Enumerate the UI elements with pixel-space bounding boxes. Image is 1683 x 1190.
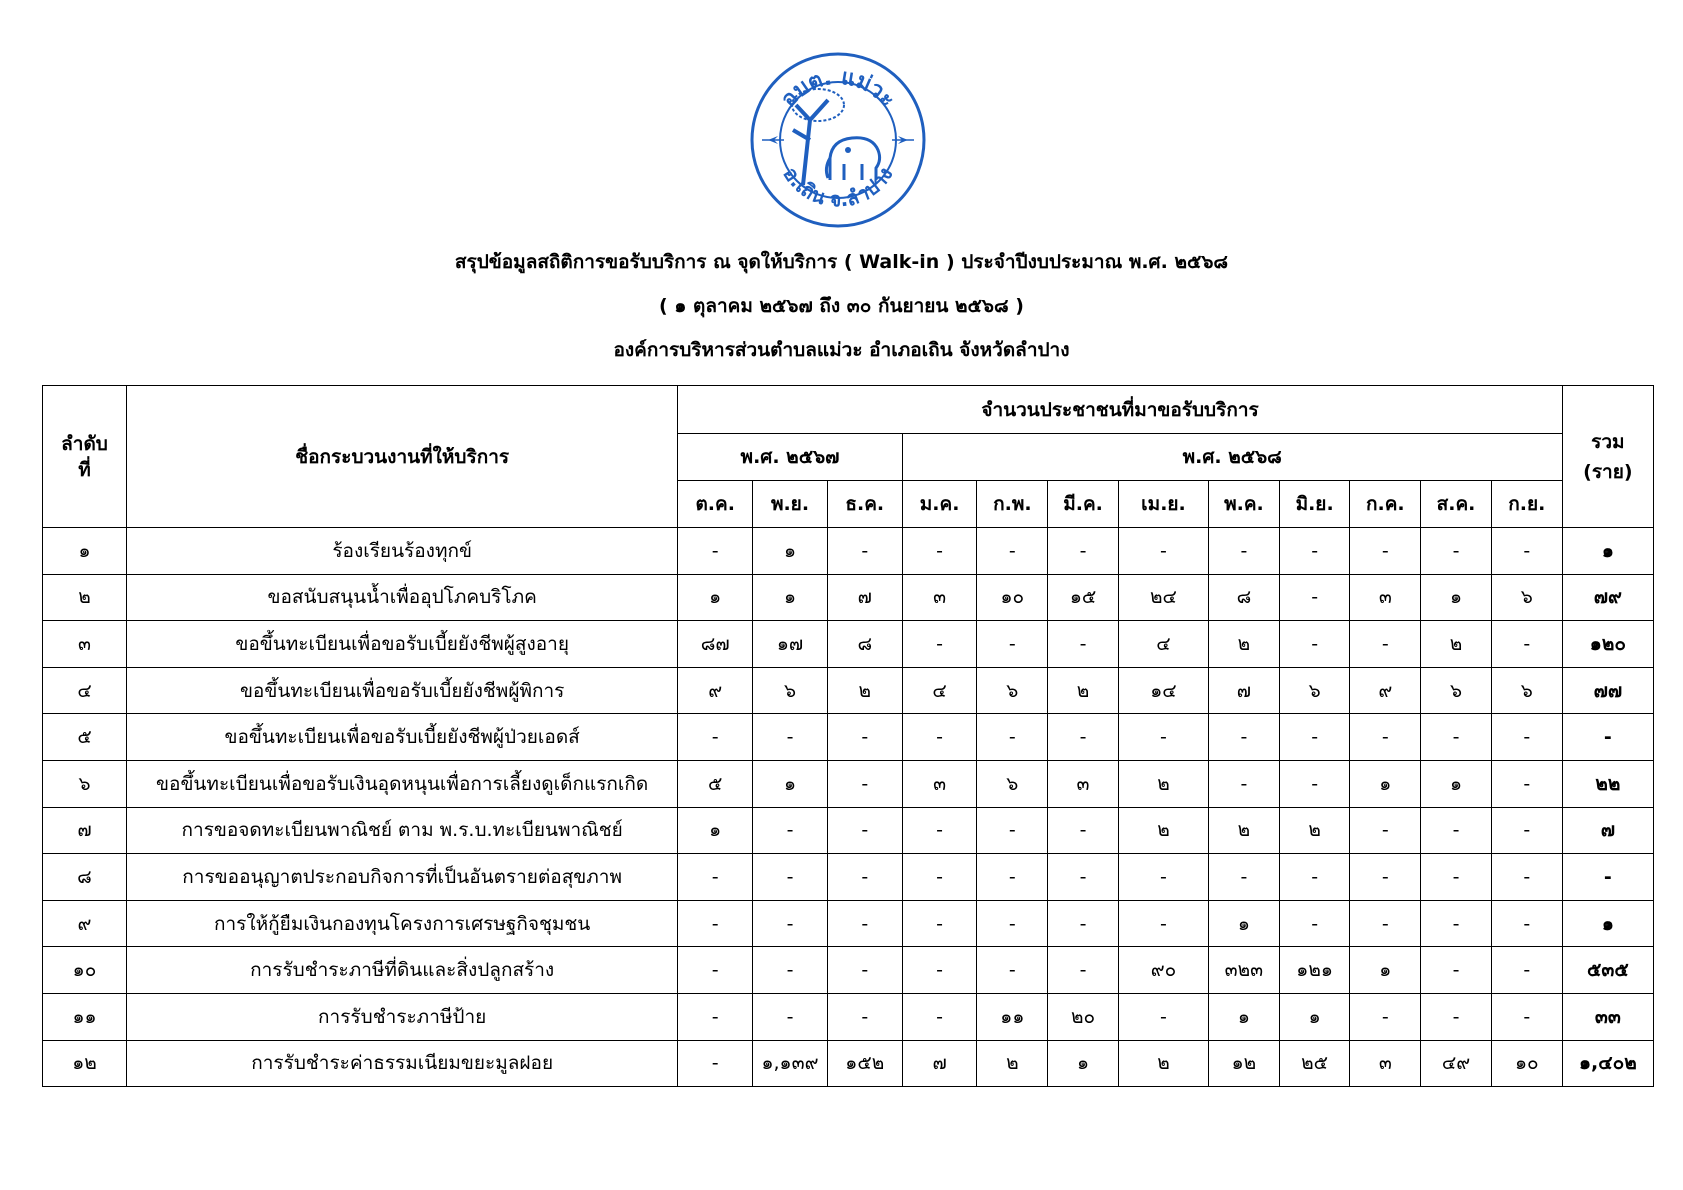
month-count: -	[1279, 760, 1350, 807]
row-total: -	[1562, 854, 1653, 901]
process-name: ขอสนับสนุนน้ำเพื่ออุปโภคบริโภค	[127, 574, 678, 621]
month-count: ๒	[977, 1040, 1048, 1087]
month-count: ๑	[1350, 760, 1421, 807]
month-count: -	[1279, 714, 1350, 761]
month-count: -	[977, 900, 1048, 947]
header-month: พ.ย.	[753, 481, 828, 528]
month-count: -	[902, 807, 977, 854]
month-count: -	[753, 993, 828, 1040]
process-name: ขอขึ้นทะเบียนเพื่อขอรับเบี้ยยังชีพผู้ป่วยเอดส์	[127, 714, 678, 761]
month-count: ๒	[1279, 807, 1350, 854]
month-count: -	[678, 900, 753, 947]
process-name: การขออนุญาตประกอบกิจการที่เป็นอันตรายต่อสุขภาพ	[127, 854, 678, 901]
month-count: ๒	[1118, 760, 1208, 807]
month-count: -	[827, 993, 902, 1040]
row-number: ๑	[43, 528, 127, 575]
month-count: -	[1209, 760, 1280, 807]
month-count: -	[1421, 993, 1492, 1040]
month-count: -	[1421, 900, 1492, 947]
month-count: ๑	[1350, 947, 1421, 994]
month-count: ๔๙	[1421, 1040, 1492, 1087]
month-count: -	[1350, 528, 1421, 575]
month-count: -	[827, 528, 902, 575]
month-count: ๑	[1279, 993, 1350, 1040]
month-count: -	[902, 993, 977, 1040]
row-number: ๑๐	[43, 947, 127, 994]
month-count: -	[678, 1040, 753, 1087]
row-number: ๕	[43, 714, 127, 761]
header-month: ธ.ค.	[827, 481, 902, 528]
month-count: -	[1491, 714, 1562, 761]
month-count: ๗	[827, 574, 902, 621]
header-total: รวม (ราย)	[1562, 386, 1653, 528]
table-row	[43, 667, 1654, 714]
header-group: จำนวนประชาชนที่มาขอรับบริการ	[678, 386, 1562, 434]
month-count: -	[1491, 760, 1562, 807]
month-count: ๔	[1118, 621, 1208, 668]
month-count: -	[753, 854, 828, 901]
month-count: -	[678, 854, 753, 901]
month-count: ๑,๑๓๙	[753, 1040, 828, 1087]
row-number: ๘	[43, 854, 127, 901]
table-row	[43, 760, 1654, 807]
month-count: -	[678, 528, 753, 575]
month-count: -	[1048, 714, 1119, 761]
month-count: ๓๒๓	[1209, 947, 1280, 994]
header-month: มี.ค.	[1048, 481, 1119, 528]
month-count: ๑๑	[977, 993, 1048, 1040]
row-total: ๗๙	[1562, 574, 1653, 621]
process-name: การรับชำระค่าธรรมเนียมขยะมูลฝอย	[127, 1040, 678, 1087]
month-count: ๑	[1209, 993, 1280, 1040]
month-count: ๖	[1421, 667, 1492, 714]
month-count: ๑	[753, 760, 828, 807]
month-count: ๑	[753, 528, 828, 575]
month-count: -	[1118, 854, 1208, 901]
header-year-2568: พ.ศ. ๒๕๖๘	[902, 434, 1562, 481]
month-count: -	[1350, 714, 1421, 761]
month-count: ๖	[1491, 574, 1562, 621]
month-count: ๑๕	[1048, 574, 1119, 621]
month-count: -	[902, 900, 977, 947]
table-row	[43, 993, 1654, 1040]
month-count: ๑	[1421, 574, 1492, 621]
header-month: ก.พ.	[977, 481, 1048, 528]
month-count: ๑	[1421, 760, 1492, 807]
month-count: -	[753, 807, 828, 854]
month-count: ๑	[753, 574, 828, 621]
month-count: -	[1350, 993, 1421, 1040]
month-count: -	[902, 621, 977, 668]
month-count: ๓	[1350, 574, 1421, 621]
month-count: ๒	[1118, 807, 1208, 854]
month-count: ๑	[1048, 1040, 1119, 1087]
month-count: ๗	[902, 1040, 977, 1087]
month-count: -	[1421, 528, 1492, 575]
month-count: ๑๒	[1209, 1040, 1280, 1087]
row-number: ๑๑	[43, 993, 127, 1040]
month-count: ๒	[1209, 807, 1280, 854]
month-count: -	[678, 993, 753, 1040]
month-count: ๙	[1350, 667, 1421, 714]
month-count: ๖	[1279, 667, 1350, 714]
title-line-2: ( ๑ ตุลาคม ๒๕๖๗ ถึง ๓๐ กันยายน ๒๕๖๘ )	[659, 295, 1024, 317]
organization-seal	[748, 50, 928, 230]
month-count: ๒๕	[1279, 1040, 1350, 1087]
row-number: ๗	[43, 807, 127, 854]
month-count: -	[1118, 900, 1208, 947]
month-count: ๘๗	[678, 621, 753, 668]
month-count: -	[1421, 854, 1492, 901]
service-statistics-table	[42, 385, 1654, 1087]
month-count: ๑	[1209, 900, 1280, 947]
table-row	[43, 900, 1654, 947]
header-month: เม.ย.	[1118, 481, 1208, 528]
month-count: -	[1421, 714, 1492, 761]
month-count: -	[1048, 947, 1119, 994]
month-count: -	[1118, 714, 1208, 761]
month-count: -	[1350, 900, 1421, 947]
seal-top-text: อบต. แม่วะ	[776, 64, 900, 113]
month-count: -	[977, 854, 1048, 901]
month-count: ๑๒๑	[1279, 947, 1350, 994]
month-count: ๑๐	[977, 574, 1048, 621]
header-month: ก.ค.	[1350, 481, 1421, 528]
month-count: -	[1491, 900, 1562, 947]
row-total: ๒๒	[1562, 760, 1653, 807]
month-count: ๖	[977, 667, 1048, 714]
month-count: -	[1048, 528, 1119, 575]
process-name: ขอขึ้นทะเบียนเพื่อขอรับเบี้ยยังชีพผู้พิการ	[127, 667, 678, 714]
row-total: ๑,๔๐๒	[1562, 1040, 1653, 1087]
row-number: ๒	[43, 574, 127, 621]
month-count: -	[977, 621, 1048, 668]
month-count: ๑๐	[1491, 1040, 1562, 1087]
month-count: ๘	[1209, 574, 1280, 621]
month-count: ๙	[678, 667, 753, 714]
month-count: -	[1421, 807, 1492, 854]
header-month: ต.ค.	[678, 481, 753, 528]
header-year-2567: พ.ศ. ๒๕๖๗	[678, 434, 902, 481]
month-count: -	[902, 947, 977, 994]
process-name: ขอขึ้นทะเบียนเพื่อขอรับเงินอุดหนุนเพื่อการเลี้ยงดูเด็กแรกเกิด	[127, 760, 678, 807]
month-count: ๒	[1421, 621, 1492, 668]
table-row	[43, 807, 1654, 854]
month-count: -	[753, 714, 828, 761]
header-process-name: ชื่อกระบวนงานที่ให้บริการ	[127, 386, 678, 528]
title-line-3: องค์การบริหารส่วนตำบลแม่วะ อำเภอเถิน จังหวัดลำปาง	[613, 339, 1070, 361]
month-count: ๑๔	[1118, 667, 1208, 714]
month-count: -	[1491, 993, 1562, 1040]
month-count: -	[1279, 574, 1350, 621]
month-count: -	[1048, 807, 1119, 854]
month-count: -	[827, 714, 902, 761]
svg-text:อ.เถิน จ.ลำปาง	[778, 163, 897, 212]
month-count: ๒๔	[1118, 574, 1208, 621]
month-count: -	[1279, 854, 1350, 901]
month-count: ๘	[827, 621, 902, 668]
title-line-1: สรุปข้อมูลสถิติการขอรับบริการ ณ จุดให้บริการ ( Walk-in ) ประจำปีงบประมาณ พ.ศ. ๒๕๖๘	[454, 251, 1229, 273]
month-count: -	[1048, 900, 1119, 947]
month-count: ๖	[753, 667, 828, 714]
month-count: -	[1350, 621, 1421, 668]
month-count: -	[977, 947, 1048, 994]
month-count: ๓	[1048, 760, 1119, 807]
month-count: -	[1118, 993, 1208, 1040]
month-count: ๑	[678, 574, 753, 621]
month-count: -	[678, 714, 753, 761]
header-month: ส.ค.	[1421, 481, 1492, 528]
month-count: -	[1421, 947, 1492, 994]
row-number: ๓	[43, 621, 127, 668]
month-count: ๑๗	[753, 621, 828, 668]
month-count: -	[1279, 900, 1350, 947]
row-number: ๔	[43, 667, 127, 714]
process-name: การขอจดทะเบียนพาณิชย์ ตาม พ.ร.บ.ทะเบียนพาณิชย์	[127, 807, 678, 854]
month-count: ๒๐	[1048, 993, 1119, 1040]
month-count: -	[827, 900, 902, 947]
header-month: ก.ย.	[1491, 481, 1562, 528]
row-total: ๑๒๐	[1562, 621, 1653, 668]
month-count: -	[753, 900, 828, 947]
month-count: -	[1491, 621, 1562, 668]
month-count: ๒	[1118, 1040, 1208, 1087]
process-name: ขอขึ้นทะเบียนเพื่อขอรับเบี้ยยังชีพผู้สูงอายุ	[127, 621, 678, 668]
month-count: -	[902, 528, 977, 575]
row-total: ๗	[1562, 807, 1653, 854]
month-count: ๕	[678, 760, 753, 807]
row-total: ๑	[1562, 528, 1653, 575]
month-count: -	[977, 714, 1048, 761]
header-month: มิ.ย.	[1279, 481, 1350, 528]
month-count: -	[977, 528, 1048, 575]
month-count: -	[1048, 854, 1119, 901]
table-row	[43, 621, 1654, 668]
month-count: ๑๕๒	[827, 1040, 902, 1087]
month-count: ๖	[1491, 667, 1562, 714]
month-count: -	[1491, 854, 1562, 901]
month-count: -	[827, 760, 902, 807]
month-count: -	[753, 947, 828, 994]
row-number: ๑๒	[43, 1040, 127, 1087]
table-row	[43, 1040, 1654, 1087]
process-name: การรับชำระภาษีป้าย	[127, 993, 678, 1040]
table-row	[43, 854, 1654, 901]
month-count: -	[1279, 528, 1350, 575]
header-month: พ.ค.	[1209, 481, 1280, 528]
month-count: ๒	[1048, 667, 1119, 714]
month-count: -	[902, 714, 977, 761]
month-count: -	[1118, 528, 1208, 575]
month-count: -	[1491, 528, 1562, 575]
row-number: ๖	[43, 760, 127, 807]
row-total: ๕๓๕	[1562, 947, 1653, 994]
table-row	[43, 574, 1654, 621]
month-count: ๖	[977, 760, 1048, 807]
month-count: -	[1209, 528, 1280, 575]
month-count: ๒	[1209, 621, 1280, 668]
process-name: การรับชำระภาษีที่ดินและสิ่งปลูกสร้าง	[127, 947, 678, 994]
report-titles	[0, 240, 1683, 372]
month-count: ๔	[902, 667, 977, 714]
month-count: -	[1350, 807, 1421, 854]
month-count: ๙๐	[1118, 947, 1208, 994]
process-name: ร้องเรียนร้องทุกข์	[127, 528, 678, 575]
month-count: -	[1491, 807, 1562, 854]
seal-bottom-text: อ.เถิน จ.ลำปาง	[778, 162, 898, 212]
month-count: -	[1209, 854, 1280, 901]
month-count: ๑	[678, 807, 753, 854]
month-count: -	[1048, 621, 1119, 668]
month-count: ๗	[1209, 667, 1280, 714]
month-count: -	[827, 807, 902, 854]
month-count: -	[977, 807, 1048, 854]
svg-text:อบต. แม่วะ	[776, 65, 900, 112]
row-total: ๗๗	[1562, 667, 1653, 714]
month-count: ๒	[827, 667, 902, 714]
month-count: -	[827, 947, 902, 994]
row-total: ๓๓	[1562, 993, 1653, 1040]
table-row	[43, 947, 1654, 994]
header-month: ม.ค.	[902, 481, 977, 528]
month-count: -	[827, 854, 902, 901]
table-row	[43, 528, 1654, 575]
month-count: -	[1491, 947, 1562, 994]
process-name: การให้กู้ยืมเงินกองทุนโครงการเศรษฐกิจชุมชน	[127, 900, 678, 947]
month-count: ๓	[1350, 1040, 1421, 1087]
month-count: -	[678, 947, 753, 994]
month-count: -	[1350, 854, 1421, 901]
row-total: -	[1562, 714, 1653, 761]
month-count: ๓	[902, 574, 977, 621]
month-count: -	[1279, 621, 1350, 668]
month-count: -	[1209, 714, 1280, 761]
month-count: -	[902, 854, 977, 901]
row-total: ๑	[1562, 900, 1653, 947]
table-row	[43, 714, 1654, 761]
row-number: ๙	[43, 900, 127, 947]
month-count: ๓	[902, 760, 977, 807]
header-no: ลำดับ ที่	[43, 386, 127, 528]
